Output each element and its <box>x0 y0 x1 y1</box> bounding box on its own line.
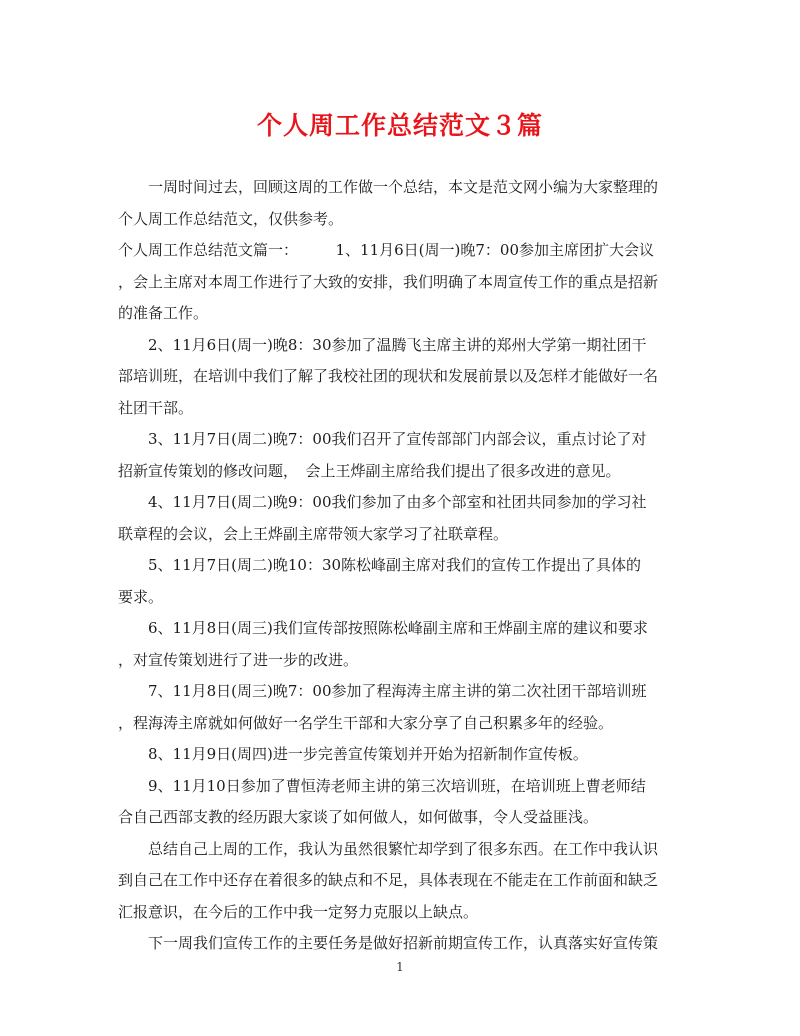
paragraph <box>118 235 686 330</box>
document-title: 个人周工作总结范文３篇 <box>256 111 543 140</box>
text-line: ，程海涛主席就如何做好一名学生干部和大家分享了自己积累多年的经验。 <box>118 713 614 732</box>
text-line: 合自己西部支教的经历跟大家谈了如何做人，如何做事，令人受益匪浅。 <box>118 808 599 826</box>
document-body <box>118 172 686 960</box>
paragraph <box>118 330 686 425</box>
paragraph <box>118 834 686 929</box>
text-line: 部培训班，在培训中我们了解了我校社团的现状和发展前景以及怎样才能做好一名 <box>118 367 659 385</box>
text-line: 7、11月8日(周三)晚7：00参加了程海涛主席主讲的第二次社团干部培训班 <box>118 682 647 700</box>
text-line: 招新宣传策划的修改问题， 会上王烨副主席给我们提出了很多改进的意见。 <box>118 461 621 480</box>
text-line: 社团干部。 <box>118 398 194 417</box>
text-line: 4、11月7日(周二)晚9：00我们参加了由多个部室和社团共同参加的学习社 <box>118 493 647 511</box>
paragraph <box>118 424 686 487</box>
page-number: 1 <box>396 960 404 974</box>
text-line: 个人周工作总结范文篇一： 1、11月6日(周一)晚7：00参加主席团扩大会议 <box>118 241 655 259</box>
paragraph <box>118 172 686 235</box>
text-line: 个人周工作总结范文，仅供参考。 <box>118 209 344 228</box>
text-line: 2、11月6日(周一)晚8：30参加了温腾飞主席主讲的郑州大学第一期社团干 <box>118 335 647 354</box>
text-line: 下一周我们宣传工作的主要任务是做好招新前期宣传工作，认真落实好宣传策 <box>118 934 659 952</box>
text-line: 的准备工作。 <box>118 304 209 322</box>
paragraph <box>118 928 686 960</box>
text-line: 9、11月10日参加了曹恒涛老师主讲的第三次培训班，在培训班上曹老师结 <box>118 776 646 795</box>
text-line: ，会上主席对本周工作进行了大致的安排，我们明确了本周宣传工作的重点是招新 <box>118 272 659 291</box>
paragraph <box>118 771 686 834</box>
paragraph <box>118 487 686 550</box>
paragraph <box>118 550 686 613</box>
paragraph <box>118 676 686 739</box>
text-line: 总结自己上周的工作，我认为虽然很繁忙却学到了很多东西。在工作中我认识 <box>118 839 659 858</box>
text-line: 8、11月9日(周四)进一步完善宣传策划并开始为招新制作宣传板。 <box>118 745 588 763</box>
text-line: 到自己在工作中还存在着很多的缺点和不足，具体表现在不能走在工作前面和缺乏 <box>118 871 659 889</box>
text-line: 6、11月8日(周三)我们宣传部按照陈松峰副主席和王烨副主席的建议和要求 <box>118 619 648 637</box>
text-line: 联章程的会议，会上王烨副主席带领大家学习了社联章程。 <box>118 524 509 543</box>
paragraph <box>118 613 686 676</box>
text-line: ，对宣传策划进行了进一步的改进。 <box>118 650 359 669</box>
text-line: 3、11月7日(周二)晚7：00我们召开了宣传部部门内部会议，重点讨论了对 <box>118 430 647 448</box>
paragraph <box>118 739 686 771</box>
text-line: 要求。 <box>118 587 164 606</box>
text-line: 一周时间过去，回顾这周的工作做一个总结，本文是范文网小编为大家整理的 <box>118 178 659 196</box>
text-line: 汇报意识，在今后的工作中我一定努力克服以上缺点。 <box>118 902 479 921</box>
text-line: 5、11月7日(周二)晚10：30陈松峰副主席对我们的宣传工作提出了具体的 <box>118 556 642 574</box>
